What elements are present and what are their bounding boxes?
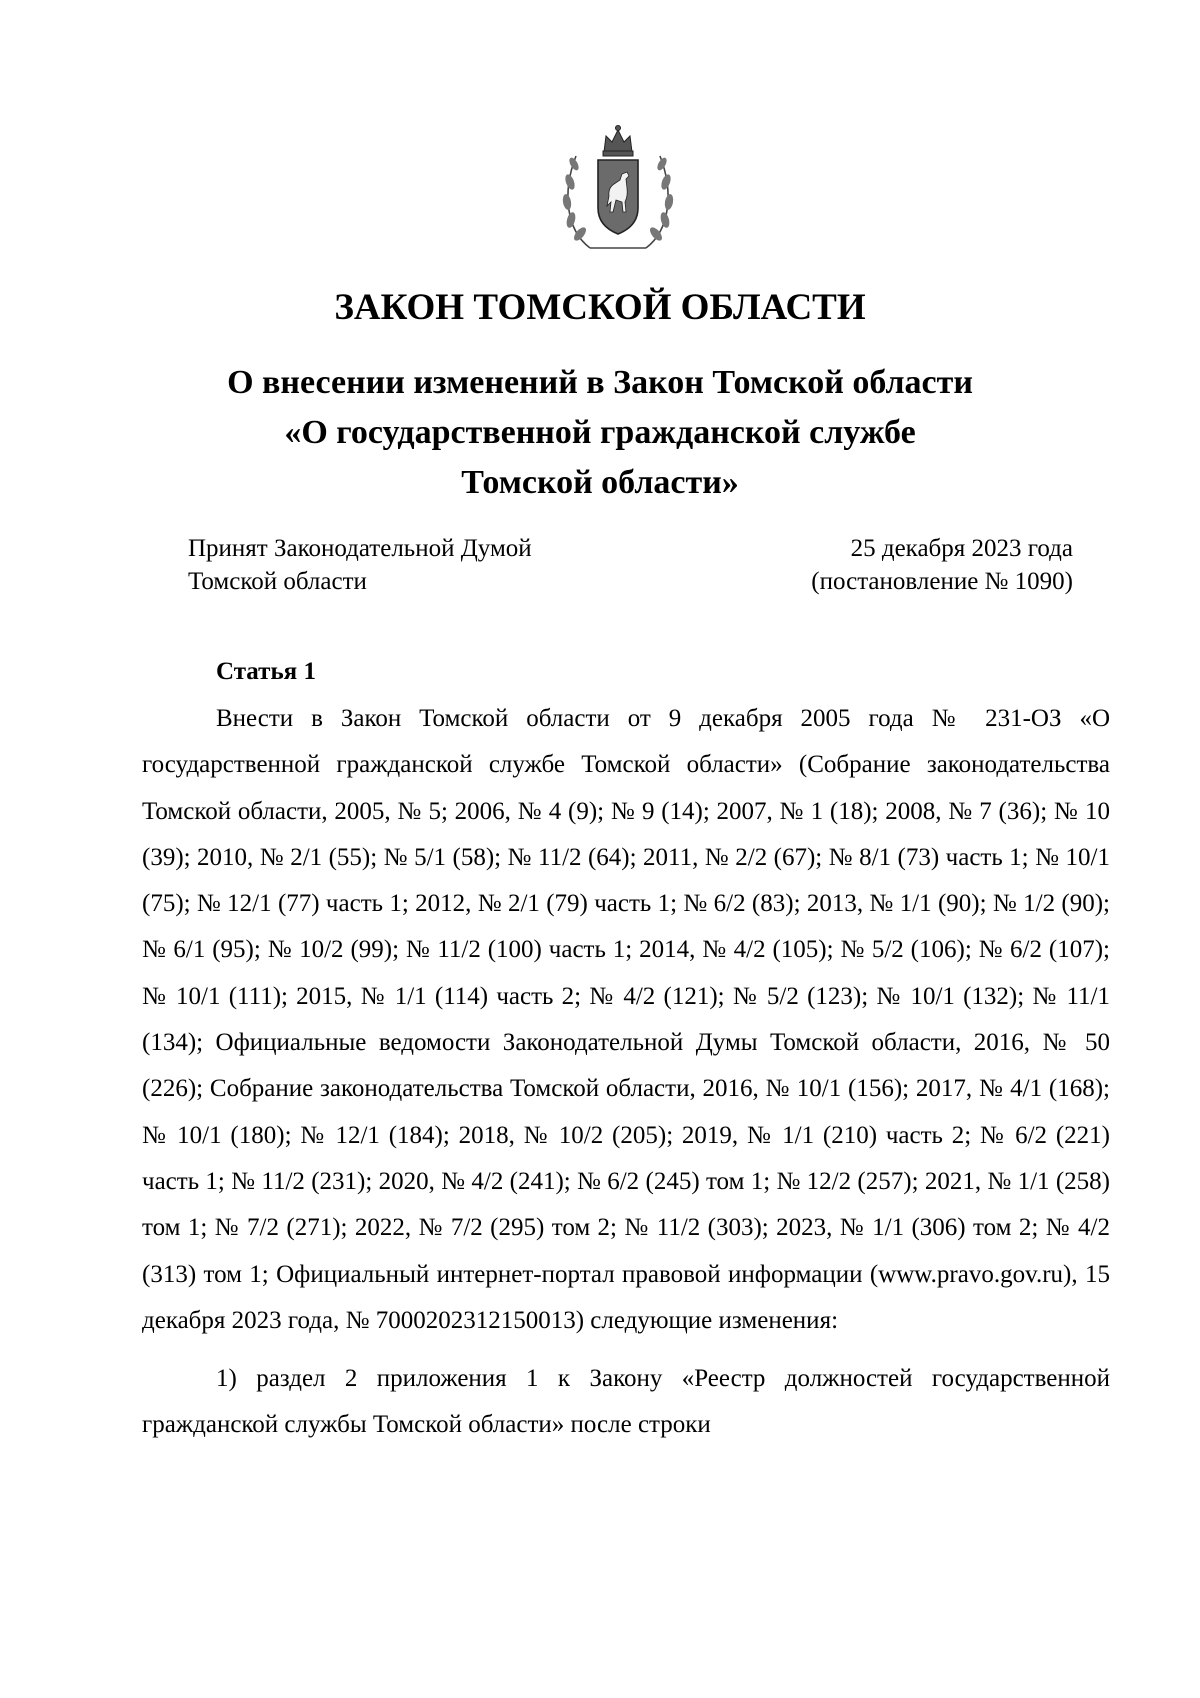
law-subtitle bbox=[0, 358, 1200, 508]
resolution-number: (постановление № 1090) bbox=[811, 568, 1073, 595]
adopted-by-line: Томской области bbox=[188, 568, 367, 595]
adopted-by-line: Принят Законодательной Думой bbox=[188, 535, 532, 562]
article-paragraph: 1) раздел 2 приложения 1 к Закону «Реестр должностей государственной гражданской службы Томской области» после строки bbox=[142, 1365, 1110, 1439]
article-heading: Статья 1 bbox=[216, 658, 316, 685]
article-body bbox=[142, 696, 1110, 1449]
subtitle-line: Томской области» bbox=[461, 464, 739, 501]
adoption-date-line: 25 декабря 2023 года bbox=[850, 535, 1073, 562]
article-paragraph: Внести в Закон Томской области от 9 декабря 2005 года № 231-ОЗ «О государственной гражданской службе Томской области» (Собрание законодательства Томской области, 2005, № 5; 2006, № 4 (9); № 9 (14); 2007, № 1 (18); 2008, № 7 (36); № 10 (39); 2010, № 2/1 (55); № 5/1 (58); № 11/2 (64); 2011, № 2/2 (67); № 8/1 (73) часть 1; № 10/1 (75); № 12/1 (77) часть 1; 2012, № 2/1 (79) часть 1; № 6/2 (83); 2013, № 1/1 (90); № 1/2 (90); № 6/1 (95); № 10/2 (99); № 11/2 (100) часть 1; 2014, № 4/2 (105); № 5/2 (106); № 6/2 (107); № 10/1 (111); 2015, № 1/1 (114) часть 2; № 4/2 (121); № 5/2 (123); № 10/1 (132); № 11/1 (134); Официальные ведомости Законодательной Думы Томской области, 2016, № 50 (226); Собрание законодательства Томской области, 2016, № 10/1 (156); 2017, № 4/1 (168); № 10/1 (180); № 12/1 (184); 2018, № 10/2 (205); 2019, № 1/1 (210) часть 2; № 6/2 (221) часть 1; № 11/2 (231); 2020, № 4/2 (241); № 6/2 (245) том 1; № 12/2 (257); 2021, № 1/1 (258) том 1; № 7/2 (271); 2022, № 7/2 (295) том 2; № 11/2 (303); 2023, № 1/1 (306) том 2; № 4/2 (313) том 1; Официальный интернет-портал правовой информации (www.pravo.gov.ru), 15 декабря 2023 года, № 7000202312150013) следующие изменения: bbox=[142, 705, 1110, 1334]
adoption-date bbox=[811, 532, 1073, 598]
adopted-by bbox=[188, 532, 532, 598]
subtitle-line: О внесении изменений в Закон Томской области bbox=[227, 364, 973, 401]
tomsk-coat-of-arms-icon bbox=[560, 122, 676, 254]
subtitle-line: «О государственной гражданской службе bbox=[284, 414, 916, 451]
law-title: ЗАКОН ТОМСКОЙ ОБЛАСТИ bbox=[334, 287, 866, 328]
